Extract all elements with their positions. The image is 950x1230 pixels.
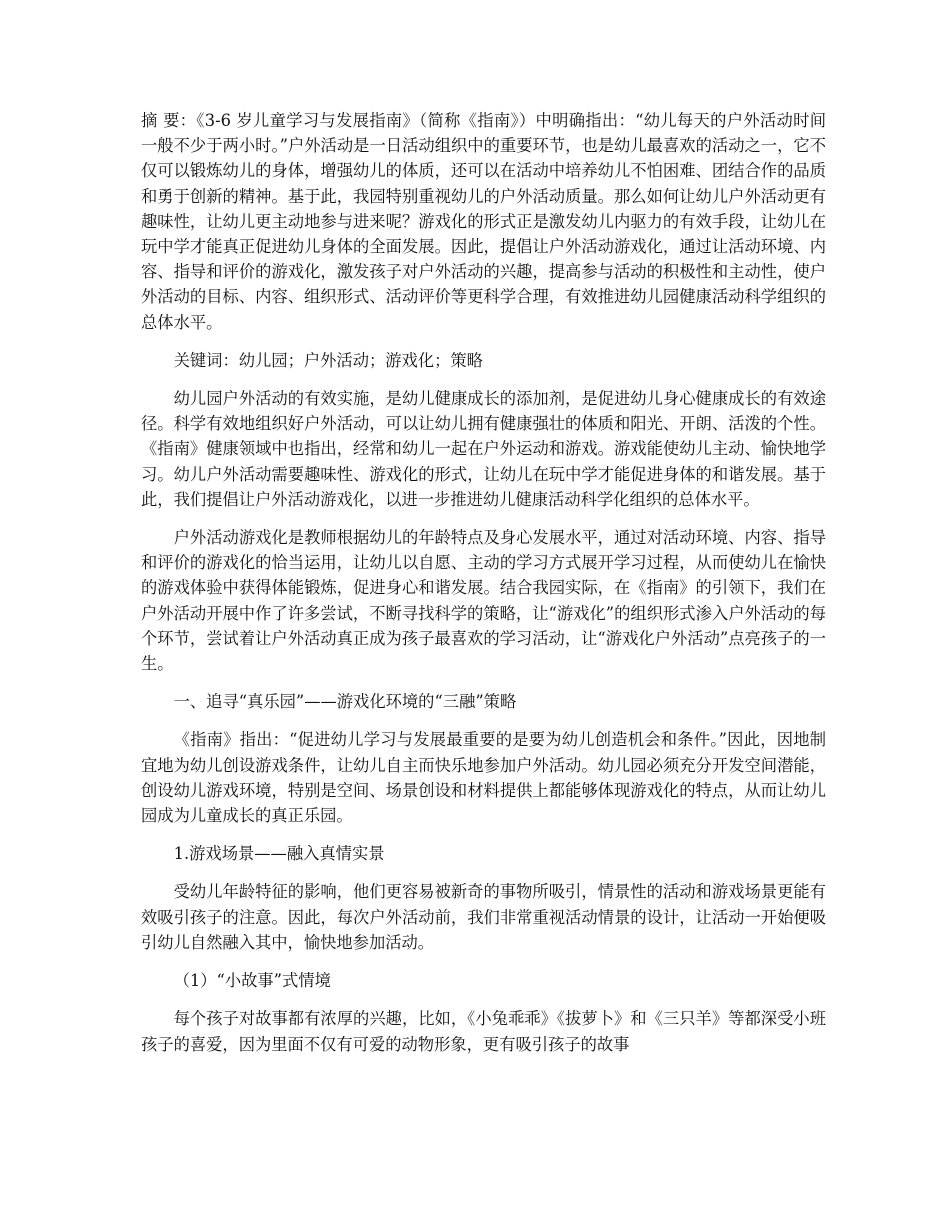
body-paragraph-2: 户外活动游戏化是教师根据幼儿的年龄特点及身心发展水平，通过对活动环境、内容、指导和评价的游戏化的恰当运用，让幼儿以自愿、主动的学习方式展开学习过程，从而使幼儿在愉快的游戏体验中获得体能锻炼，促进身心和谐发展。结合我园实际，在《指南》的引领下，我们在户外活动开展中作了许多尝试，不断寻找科学的策略，让“游戏化”的组织形式渗入户外活动的每个环节，尝试着让户外活动真正成为孩子最喜欢的学习活动，让“游戏化户外活动”点亮孩子的一生。 xyxy=(141,528,826,674)
abstract-paragraph: 摘 要：《3-6 岁儿童学习与发展指南》（简称《指南》）中明确指出：“幼儿每天的户外活动时间一般不少于两小时。”户外活动是一日活动组织中的重要环节，也是幼儿最喜欢的活动之一，它不仅可以锻炼幼儿的身体，增强幼儿的体质，还可以在活动中培养幼儿不怕困难、团结合作的品质和勇于创新的精神。基于此，我园特别重视幼儿的户外活动质量。那么如何让幼儿户外活动更有趣味性，让幼儿更主动地参与进来呢？游戏化的形式正是激发幼儿内驱力的有效手段，让幼儿在玩中学才能真正促进幼儿身体的全面发展。因此，提倡让户外活动游戏化，通过让活动环境、内容、指导和评价的游戏化，激发孩子对户外活动的兴趣，提高参与活动的积极性和主动性，使户外活动的目标、内容、组织形式、活动评价等更科学合理，有效推进幼儿园健康活动科学组织的总体水平。 xyxy=(141,111,826,332)
section-heading-1: 一、追寻“真乐园”——游戏化环境的“三融”策略 xyxy=(173,692,517,712)
body-paragraph-3: 《指南》指出：“促进幼儿学习与发展最重要的是要为幼儿创造机会和条件。”因此，因地制宜地为幼儿创设游戏条件，让幼儿自主而快乐地参加户外活动。幼儿园必须充分开发空间潜能，创设幼儿游戏环境，特别是空间、场景创设和材料提供上都能够体现游戏化的特点，从而让幼儿园成为儿童成长的真正乐园。 xyxy=(141,730,826,826)
body-paragraph-4: 受幼儿年龄特征的影响，他们更容易被新奇的事物所吸引，情景性的活动和游戏场景更能有效吸引孩子的注意。因此，每次户外活动前，我们非常重视活动情景的设计，让活动一开始便吸引幼儿自然融入其中，愉快地参加活动。 xyxy=(141,882,826,952)
subsection-heading-1: 1.游戏场景——融入真情实景 xyxy=(173,844,385,864)
body-paragraph-1: 幼儿园户外活动的有效实施，是幼儿健康成长的添加剂，是促进幼儿身心健康成长的有效途径。科学有效地组织好户外活动，可以让幼儿拥有健康强壮的体质和阳光、开朗、活泼的个性。《指南》健康领域中也指出，经常和幼儿一起在户外运动和游戏。游戏能使幼儿主动、愉快地学习。幼儿户外活动需要趣味性、游戏化的形式，让幼儿在玩中学才能促进身体的和谐发展。基于此，我们提倡让户外活动游戏化，以进一步推进幼儿健康活动科学化组织的总体水平。 xyxy=(141,389,826,509)
subsubsection-heading-1: （1）“小故事”式情境 xyxy=(173,971,331,991)
body-paragraph-5: 每个孩子对故事都有浓厚的兴趣，比如，《小兔乖乖》《拔萝卜》和《三只羊》等都深受小班孩子的喜爱，因为里面不仅有可爱的动物形象，更有吸引孩子的故事 xyxy=(141,1009,826,1054)
keywords-line: 关键词：幼儿园；户外活动；游戏化；策略 xyxy=(173,350,483,370)
document-body xyxy=(141,108,826,1070)
